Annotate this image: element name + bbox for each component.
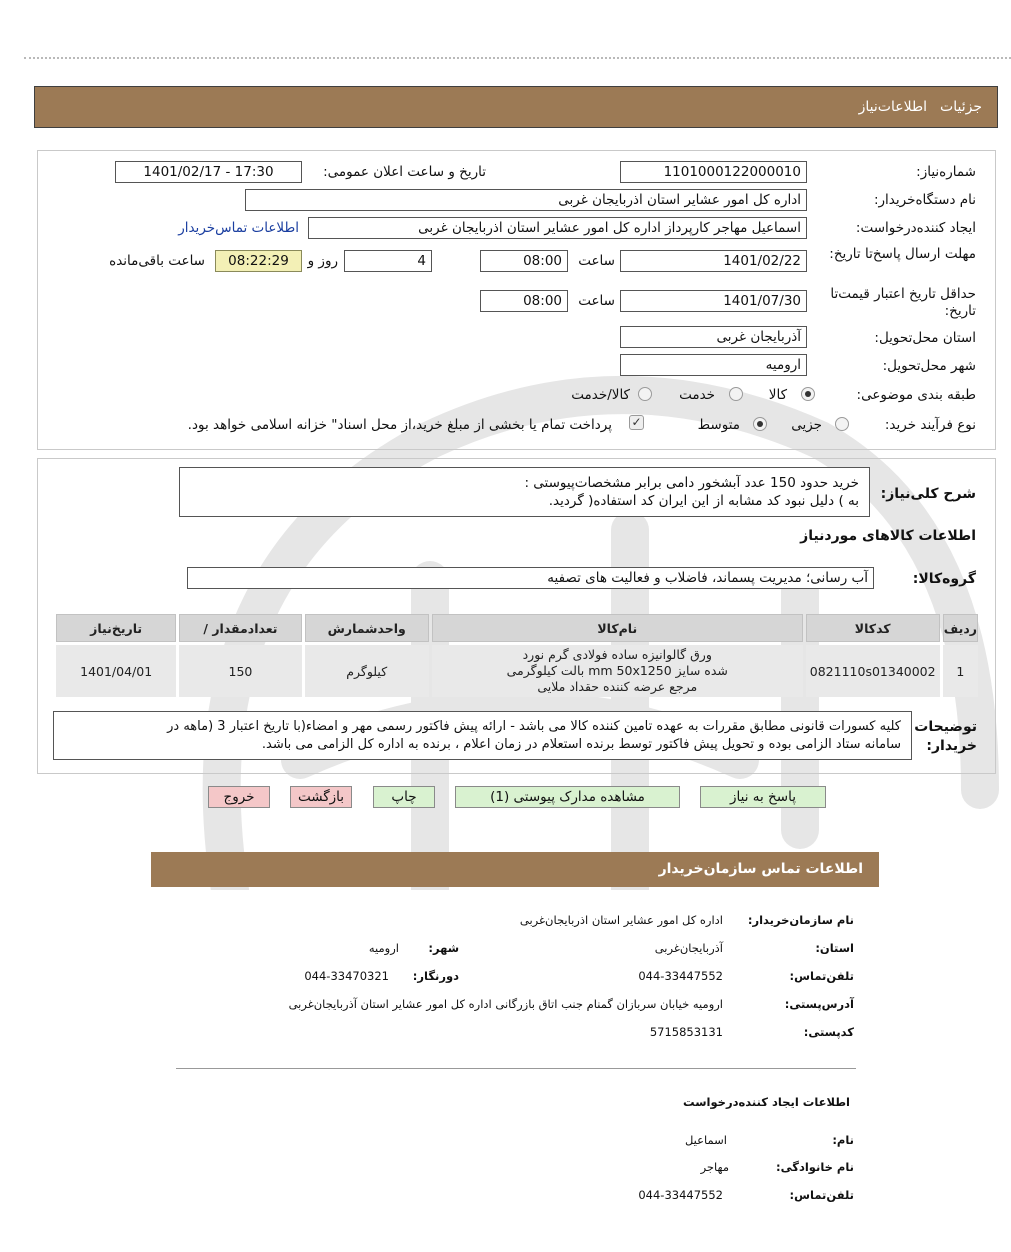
deadline-date-field[interactable]: 1401/02/22 <box>620 250 807 272</box>
creator-name-value: اسماعیل <box>684 1133 727 1147</box>
col-date: تاریخ‌نیاز <box>56 614 176 642</box>
items-table <box>53 611 981 700</box>
province-label: استان محل‌تحویل: <box>874 330 976 346</box>
contact-phone-value: 044-33447552 <box>638 969 723 983</box>
remaining-label: ساعت باقی‌مانده <box>109 253 205 269</box>
attachments-button[interactable]: مشاهده مدارک پیوستی (1) <box>455 786 680 808</box>
category-radio-goods-service[interactable] <box>638 387 652 401</box>
category-radio-service[interactable] <box>729 387 743 401</box>
buyer-notes-line-2: سامانه ستاد الزامی بوده و تحویل پیش فاکتور توسط برنده استعلام در زمان اعلام ، برنده به اداره کل الزامی می باشد. <box>261 737 901 752</box>
tab-details[interactable]: جزئیات <box>940 99 982 115</box>
deadline-label: مهلت ارسال پاسخ‌تا تاریخ: <box>829 246 976 262</box>
contact-org-value: اداره کل امور عشایر استان اذربایجان‌غربی <box>519 913 723 927</box>
cell-row: 1 <box>943 645 978 697</box>
col-qty: تعدادمقدار / <box>179 614 301 642</box>
contact-divider <box>176 1068 856 1069</box>
validity-time-label: ساعت <box>578 293 615 309</box>
contact-address-label: آدرس‌پستی: <box>784 997 854 1011</box>
exit-button[interactable]: خروج <box>208 786 270 808</box>
cell-name-line-1: ورق گالوانیزه ساده فولادی گرم نورد <box>522 647 712 662</box>
province-field[interactable]: آذربایجان غربی <box>620 326 807 348</box>
validity-label: حداقل تاریخ اعتبار قیمت‌تا تاریخ: <box>830 286 976 319</box>
announce-label: تاریخ و ساعت اعلان عمومی: <box>323 164 486 180</box>
tab-need-info[interactable]: اطلاعات‌نیاز <box>858 99 927 115</box>
category-service-label: خدمت <box>679 387 715 403</box>
contact-postal-value: 5715853131 <box>649 1025 723 1039</box>
contact-postal-label: کدپستی: <box>803 1025 854 1039</box>
cell-code: 0821110s01340002 <box>806 645 940 697</box>
summary-box <box>179 467 870 517</box>
table-header-row <box>56 614 978 642</box>
requester-field[interactable]: اسماعیل مهاجر کارپرداز اداره کل امور عشایر استان اذربایجان غربی <box>308 217 807 239</box>
cell-name-line-2: شده سایز mm 50x1250 بالت کیلوگرمی <box>506 663 728 678</box>
remaining-timer: 08:22:29 <box>215 250 302 272</box>
creator-family-label: نام خانوادگی: <box>776 1160 854 1174</box>
summary-line-1: خرید حدود 150 عدد آبشخور دامی برابر مشخصات‌پیوستی : <box>524 475 859 491</box>
contact-fax-value: 044-33470321 <box>304 969 389 983</box>
buyer-notes-label-2: خریدار: <box>926 738 977 754</box>
contact-city-label: شهر: <box>428 941 459 955</box>
section-header <box>34 86 998 128</box>
contact-address-value: ارومیه خیابان سربازان گمنام جنب اتاق بازرگانی اداره کل امور عشایر استان آذربایجان‌غربی <box>288 997 723 1011</box>
need-number-label: شماره‌نیاز: <box>916 164 976 180</box>
contact-province-value: آذربایجان‌غربی <box>654 941 723 955</box>
col-name: نام‌کالا <box>432 614 803 642</box>
process-radio-minor[interactable] <box>835 417 849 431</box>
col-row: ردیف <box>943 614 978 642</box>
city-label: شهر محل‌تحویل: <box>882 358 976 374</box>
category-goods-label: کالا <box>768 387 787 403</box>
items-table-wrap <box>53 611 981 700</box>
days-label: روز و <box>307 253 338 269</box>
back-button[interactable]: بازگشت <box>290 786 352 808</box>
buyer-contact-link[interactable]: اطلاعات تماس‌خریدار <box>178 220 299 236</box>
treasury-checkbox[interactable]: ✓ <box>629 415 644 430</box>
contact-city-value: ارومیه <box>368 941 399 955</box>
top-dotted-divider <box>24 57 1011 59</box>
contact-title: اطلاعات تماس سازمان‌خریدار <box>658 861 863 877</box>
cell-unit: کیلوگرم <box>305 645 429 697</box>
creator-name-label: نام: <box>832 1133 854 1147</box>
deadline-time-label: ساعت <box>578 253 615 269</box>
contact-header <box>151 852 879 887</box>
announce-field[interactable]: 1401/02/17 - 17:30 <box>115 161 302 183</box>
validity-time-field[interactable]: 08:00 <box>480 290 568 312</box>
goods-title: اطلاعات کالاهای موردنیاز <box>800 528 976 544</box>
category-goods-service-label: کالا/خدمت <box>571 387 630 403</box>
process-radio-medium[interactable] <box>753 417 767 431</box>
print-button[interactable]: چاپ <box>373 786 435 808</box>
creator-family-value: مهاجر <box>700 1160 729 1174</box>
contact-province-label: استان: <box>815 941 854 955</box>
category-radio-goods[interactable] <box>801 387 815 401</box>
summary-line-2: به ) دلیل نبود کد مشابه از این ایران کد استفاده( گردید. <box>548 493 859 509</box>
creator-phone-label: تلفن‌تماس: <box>789 1188 854 1202</box>
category-label: طبقه بندی موضوعی: <box>856 387 976 403</box>
buyer-notes-line-1: کلیه کسورات قانونی مطابق مقررات به عهده تامین کننده کالا می باشد - ارائه پیش فاکتور رسمی مهر و امضاء(با تاریخ اعتبار 3 (ماهه در <box>167 719 901 734</box>
goods-group-field[interactable]: آب رسانی؛ مدیریت پسماند، فاضلاب و فعالیت های تصفیه <box>187 567 874 589</box>
contact-phone-label: تلفن‌تماس: <box>789 969 854 983</box>
need-number-field[interactable]: 1101000122000010 <box>620 161 807 183</box>
buyer-org-field[interactable]: اداره کل امور عشایر استان اذربایجان غربی <box>245 189 807 211</box>
process-minor-label: جزیی <box>791 417 822 433</box>
goods-group-label: گروه‌کالا: <box>912 571 976 587</box>
creator-title: اطلاعات ایجاد کننده‌درخواست <box>683 1095 850 1109</box>
summary-label: شرح کلی‌نیاز: <box>880 486 976 502</box>
col-unit: واحدشمارش <box>305 614 429 642</box>
treasury-note: پرداخت تمام یا بخشی از مبلغ خرید،از محل اسناد" خزانه اسلامی خواهد بود. <box>187 417 612 433</box>
cell-date: 1401/04/01 <box>56 645 176 697</box>
cell-name <box>432 645 803 697</box>
contact-org-label: نام سازمان‌خریدار: <box>747 913 854 927</box>
buyer-notes-label-1: توضیحات <box>914 719 977 735</box>
reply-button[interactable]: پاسخ به نیاز <box>700 786 826 808</box>
creator-phone-value: 044-33447552 <box>638 1188 723 1202</box>
cell-name-line-3: مرجع عرضه کننده حقداد ملایی <box>537 679 698 694</box>
buyer-org-label: نام دستگاه‌خریدار: <box>873 192 976 208</box>
buyer-notes-box <box>53 711 912 760</box>
requester-label: ایجاد کننده‌درخواست: <box>855 220 976 236</box>
deadline-time-field[interactable]: 08:00 <box>480 250 568 272</box>
cell-qty: 150 <box>179 645 301 697</box>
process-label: نوع فرآیند خرید: <box>884 417 976 433</box>
days-field[interactable]: 4 <box>344 250 432 272</box>
contact-fax-label: دورنگار: <box>412 969 459 983</box>
table-row[interactable] <box>56 645 978 697</box>
process-medium-label: متوسط <box>697 417 740 433</box>
col-code: کدکالا <box>806 614 940 642</box>
city-field[interactable]: ارومیه <box>620 354 807 376</box>
validity-date-field[interactable]: 1401/07/30 <box>620 290 807 312</box>
